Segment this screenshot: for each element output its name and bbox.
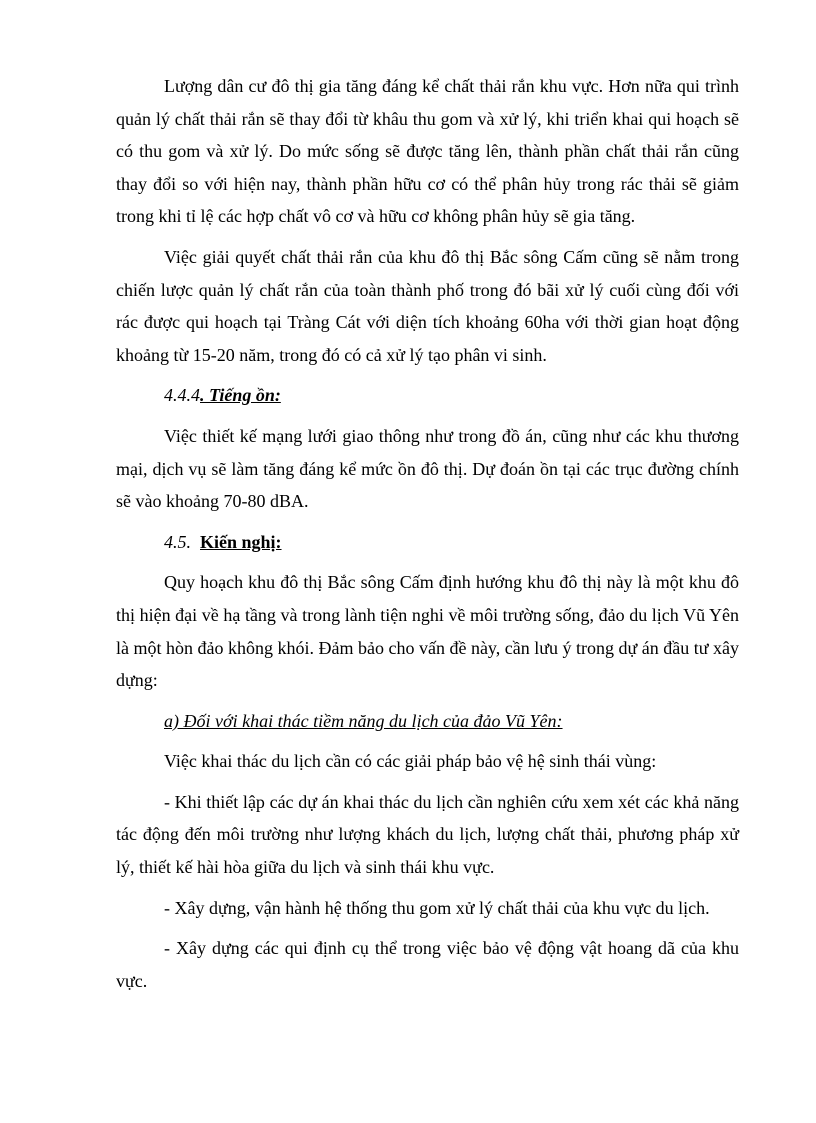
section-heading-noise xyxy=(164,379,739,412)
bullet-item: - Xây dựng, vận hành hệ thống thu gom xử lý chất thải của khu vực du lịch. xyxy=(164,897,710,918)
paragraph-planning: Quy hoạch khu đô thị Bắc sông Cấm định hướng khu đô thị này là một khu đô thị hiện đại về hạ tầng và trong lành tiện nghi về môi trường sống, đảo du lịch Vũ Yên là một hòn đảo không khói. Đảm bảo cho vấn đề này, cần lưu ý trong dự án đầu tư xây dựng: xyxy=(116,572,739,691)
subheading-tourism: a) Đối với khai thác tiềm năng du lịch của đảo Vũ Yên: xyxy=(164,710,563,731)
paragraph-tourism-intro: Việc khai thác du lịch cần có các giải pháp bảo vệ hệ sinh thái vùng: xyxy=(164,751,657,772)
section-title: . Tiếng ồn: xyxy=(200,385,281,406)
section-title: Kiến nghị: xyxy=(200,531,282,552)
document-body xyxy=(116,70,739,997)
section-heading-recommendations xyxy=(164,526,739,559)
bullet-item: - Khi thiết lập các dự án khai thác du lịch cần nghiên cứu xem xét các khả năng tác động đến môi trường như lượng khách du lịch, lượng chất thải, phương pháp xử lý, thiết kế hài hòa giữa du lịch và sinh thái khu vực. xyxy=(116,791,739,878)
paragraph-waste-strategy: Việc giải quyết chất thải rắn của khu đô thị Bắc sông Cấm cũng sẽ nằm trong chiến lược quản lý chất rắn của toàn thành phố trong đó bãi xử lý cuối cùng đối với rác được qui hoạch tại Tràng Cát với diện tích khoảng 60ha với thời gian hoạt động khoảng từ 15-20 năm, trong đó có cả xử lý tạo phân vi sinh. xyxy=(116,246,739,365)
bullet-item: - Xây dựng các qui định cụ thể trong việc bảo vệ động vật hoang dã của khu vực. xyxy=(116,938,739,991)
section-number: 4.5. xyxy=(164,531,191,552)
section-number: 4.4.4 xyxy=(164,385,200,406)
paragraph-solid-waste: Lượng dân cư đô thị gia tăng đáng kể chất thải rắn khu vực. Hơn nữa qui trình quản lý chất thải rắn sẽ thay đổi từ khâu thu gom và xử lý, khi triển khai qui hoạch sẽ có thu gom và xử lý. Do mức sống sẽ được tăng lên, thành phần chất thải rắn cũng thay đổi so với hiện nay, thành phần hữu cơ có thể phân hủy trong rác thải sẽ giảm trong khi tỉ lệ các hợp chất vô cơ và hữu cơ không phân hủy sẽ gia tăng. xyxy=(116,76,739,227)
paragraph-noise: Việc thiết kế mạng lưới giao thông như trong đồ án, cũng như các khu thương mại, dịch vụ sẽ làm tăng đáng kể mức ồn đô thị. Dự đoán ồn tại các trục đường chính sẽ vào khoảng 70-80 dBA. xyxy=(116,425,739,512)
